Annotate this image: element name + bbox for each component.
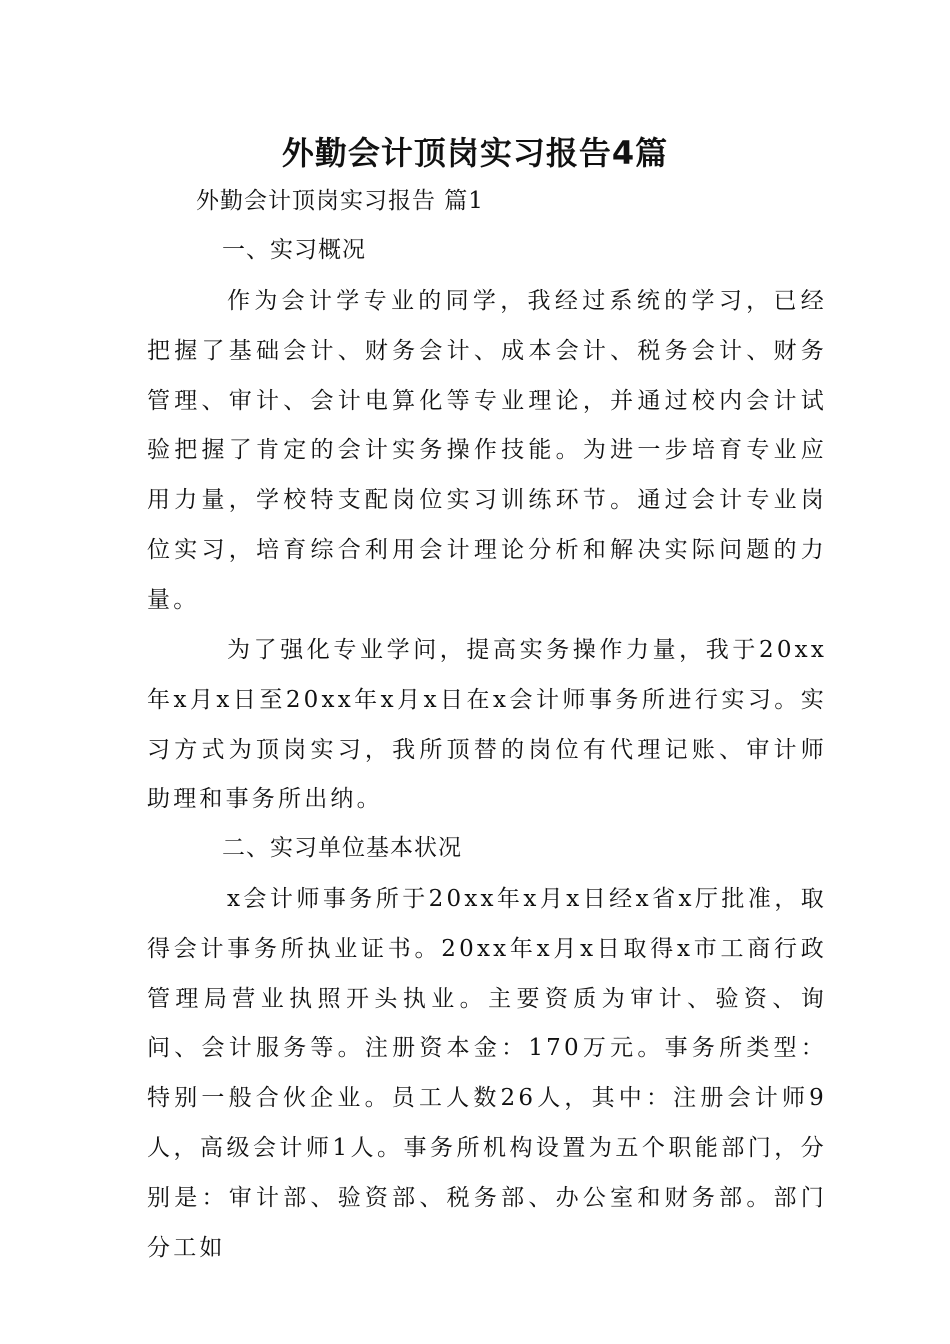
section-heading-company: 二、实习单位基本状况 [222,835,462,861]
paragraph-internship-details: 为了强化专业学问，提高实务操作力量，我于20xx年x月x日至20xx年x月x日在x会计师事务所进行实习。实习方式为顶岗实习，我所顶替的岗位有代理记账、审计师助理和事务所出纳。 [147,637,827,813]
report-subtitle: 外勤会计顶岗实习报告 篇1 [196,188,484,214]
paragraph-overview: 作为会计学专业的同学，我经过系统的学习，已经把握了基础会计、财务会计、成本会计、税务会计、财务管理、审计、会计电算化等专业理论，并通过校内会计试验把握了肯定的会计实务操作技能。为进一步培育专业应用力量，学校特支配岗位实习训练环节。通过会计专业岗位实习，培育综合利用会计理论分析和解决实际问题的力量。 [147,288,827,613]
document-title: 外勤会计顶岗实习报告4篇 [281,134,669,172]
paragraph-company-info: x会计师事务所于20xx年x月x日经x省x厅批准，取得会计事务所执业证书。20xx年x月x日取得x市工商行政管理局营业执照开头执业。主要资质为审计、验资、询问、会计服务等。注册资本金：170万元。事务所类型：特别一般合伙企业。员工人数26人，其中：注册会计师9人，高级会计师1人。事务所机构设置为五个职能部门，分别是：审计部、验资部、税务部、办公室和财务部。部门分工如 [147,886,827,1261]
section-heading-overview: 一、实习概况 [222,237,366,263]
